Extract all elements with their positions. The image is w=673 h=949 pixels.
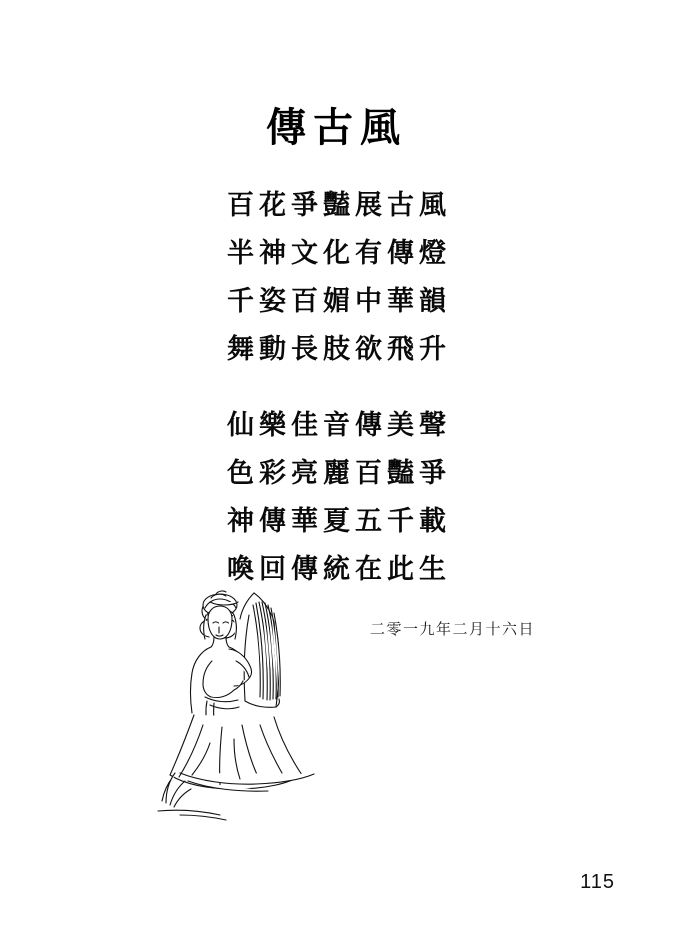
verse-line: 千姿百媚中華韻 (227, 286, 451, 317)
page-title: 傳古風 (266, 104, 407, 151)
page-number: 115 (580, 871, 615, 893)
verse-line: 百花爭豔展古風 (227, 190, 451, 221)
verse-line: 喚回傳統在此生 (227, 554, 451, 585)
verse-line: 舞動長肢欲飛升 (227, 334, 451, 365)
stanza-1 (0, 182, 673, 374)
poem-body (0, 182, 673, 594)
woman-playing-harp-illustration (150, 575, 380, 855)
verse-line: 色彩亮麗百豔爭 (227, 458, 451, 489)
verse-line: 仙樂佳音傳美聲 (227, 410, 451, 441)
stanza-2 (0, 402, 673, 594)
verse-line: 神傳華夏五千載 (227, 506, 451, 537)
poem-date: 二零一九年二月十六日 (370, 620, 536, 638)
verse-line: 半神文化有傳燈 (227, 238, 451, 269)
